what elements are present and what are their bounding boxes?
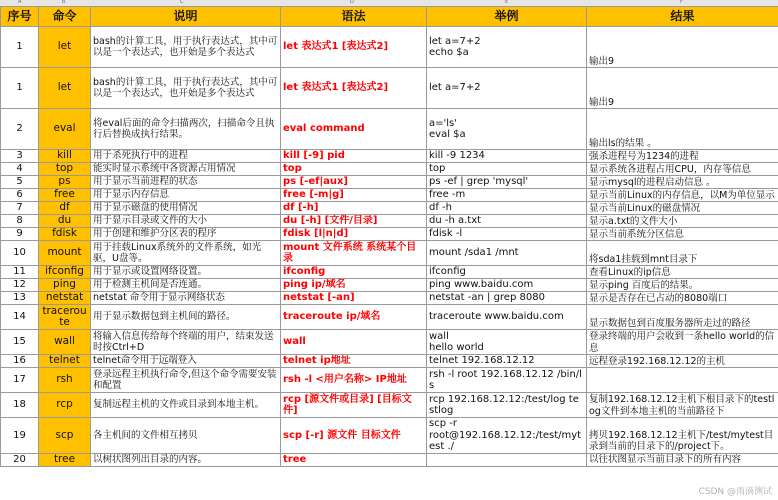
syntax-cell[interactable]: fdisk [l|n|d] (281, 228, 427, 241)
description-cell[interactable]: 用于显示数据包到主机间的路径。 (91, 305, 281, 330)
syntax-cell[interactable]: free [-m|g] (281, 189, 427, 202)
table-row (1, 266, 778, 279)
syntax-cell[interactable]: let 表达式1 [表达式2] (281, 68, 427, 109)
result-cell[interactable]: 显示数据包到百度服务器所走过的路径 (587, 305, 778, 330)
row-number-cell[interactable]: 15 (1, 330, 39, 355)
syntax-cell[interactable]: df [-h] (281, 202, 427, 215)
example-line: rcp 192.168.12.12:/test/log testlog (429, 393, 579, 416)
example-line: df -h (429, 202, 452, 214)
example-line: eval $a (429, 129, 466, 140)
row-number-cell[interactable]: 18 (1, 393, 39, 418)
column-letter: C (180, 0, 184, 5)
result-cell[interactable]: 复制192.168.12.12主机下根目录下的testlog文件到本地主机的当前路径下 (587, 393, 778, 418)
command-cell[interactable]: ifconfig (39, 266, 91, 279)
example-cell[interactable] (427, 176, 587, 189)
command-cell[interactable]: eval (39, 109, 91, 150)
example-cell[interactable] (427, 68, 587, 109)
example-cell[interactable] (427, 393, 587, 418)
result-cell[interactable]: 远程登录192.168.12.12的主机 (587, 355, 778, 368)
syntax-cell[interactable]: tree (281, 453, 427, 466)
row-number-cell[interactable]: 20 (1, 453, 39, 466)
syntax-cell[interactable]: rsh -l <用户名称> IP地址 (281, 368, 427, 393)
command-cell[interactable]: ps (39, 176, 91, 189)
table-row (1, 330, 778, 355)
description-cell[interactable]: 能实时显示系统中各资源占用情况 (91, 163, 281, 176)
example-cell[interactable] (427, 368, 587, 393)
table-row (1, 292, 778, 305)
table-row (1, 355, 778, 368)
syntax-cell[interactable]: ifconfig (281, 266, 427, 279)
row-number-cell[interactable]: 4 (1, 163, 39, 176)
result-cell[interactable]: 查看Linux的ip信息 (587, 266, 778, 279)
row-number-cell[interactable]: 11 (1, 266, 39, 279)
result-cell[interactable]: 输出9 (587, 27, 778, 68)
row-number-cell[interactable]: 8 (1, 215, 39, 228)
example-cell[interactable] (427, 418, 587, 454)
description-cell[interactable]: 登录远程主机执行命令,但这个命令需要安装和配置 (91, 368, 281, 393)
example-line: mount /sda1 /mnt (429, 247, 519, 259)
description-cell[interactable]: 用于显示或设置网络设置。 (91, 266, 281, 279)
command-cell[interactable]: tree (39, 453, 91, 466)
table-row (1, 27, 778, 68)
column-letter: F (680, 0, 683, 5)
table-row (1, 241, 778, 266)
result-cell[interactable]: 显示当前Linux的磁盘情况 (587, 202, 778, 215)
command-cell[interactable]: du (39, 215, 91, 228)
table-row (1, 189, 778, 202)
example-line: echo $a (429, 47, 469, 58)
example-line: du -h a.txt (429, 215, 482, 227)
syntax-cell[interactable]: kill [-9] pid (281, 150, 427, 163)
table-row (1, 202, 778, 215)
example-line: top (429, 163, 446, 175)
example-line: kill -9 1234 (429, 150, 485, 162)
example-cell[interactable] (427, 189, 587, 202)
row-number-cell[interactable]: 10 (1, 241, 39, 266)
command-cell[interactable]: rsh (39, 368, 91, 393)
example-line: rsh -l root 192.168.12.12 /bin/ls (429, 368, 582, 391)
syntax-cell[interactable]: traceroute ip/域名 (281, 305, 427, 330)
row-number-cell[interactable]: 5 (1, 176, 39, 189)
header-row (1, 7, 778, 27)
example-cell[interactable] (427, 150, 587, 163)
row-number-cell[interactable]: 1 (1, 27, 39, 68)
example-cell[interactable] (427, 163, 587, 176)
column-letter: E (505, 0, 509, 5)
command-cell[interactable]: let (39, 27, 91, 68)
example-cell[interactable] (427, 292, 587, 305)
result-cell[interactable]: 显示系统各进程占用CPU，内存等信息 (587, 163, 778, 176)
command-cell[interactable]: fdisk (39, 228, 91, 241)
example-line: wall (429, 330, 449, 342)
description-cell[interactable]: 将输入信息传给每个终端的用户，结束发送时按Ctrl+D (91, 330, 281, 355)
description-cell[interactable]: 复制远程主机的文件或目录到本地主机。 (91, 393, 281, 418)
row-number-cell[interactable]: 2 (1, 109, 39, 150)
watermark: CSDN @雨滴测试 (698, 487, 772, 497)
syntax-cell[interactable]: top (281, 163, 427, 176)
row-number-cell[interactable]: 14 (1, 305, 39, 330)
table-row (1, 176, 778, 189)
command-cell[interactable]: telnet (39, 355, 91, 368)
result-cell[interactable]: 显示是否存在已占动的8080端口 (587, 292, 778, 305)
result-cell[interactable]: 登录终端的用户会收到一条hello world的信息 (587, 330, 778, 355)
syntax-cell[interactable]: telnet ip地址 (281, 355, 427, 368)
description-cell[interactable]: 用于显示当前进程的状态 (91, 176, 281, 189)
command-cell[interactable]: free (39, 189, 91, 202)
table-row (1, 305, 778, 330)
example-line: traceroute www.baidu.com (429, 311, 564, 323)
result-cell[interactable]: 拷贝192.168.12.12主机下/test/mytest目录到当前的目录下的/project下。 (587, 418, 778, 454)
description-cell[interactable]: netstat 命令用于显示网络状态 (91, 292, 281, 305)
description-cell[interactable]: 用于显示内存信息 (91, 189, 281, 202)
row-number-cell[interactable]: 17 (1, 368, 39, 393)
result-cell[interactable]: 显示当前Linux的内存信息，以M为单位显示 (587, 189, 778, 202)
example-line (429, 454, 584, 466)
row-number-cell[interactable]: 1 (1, 68, 39, 109)
row-number-cell[interactable]: 7 (1, 202, 39, 215)
syntax-cell[interactable]: ping ip/域名 (281, 279, 427, 292)
example-cell[interactable] (427, 330, 587, 355)
header-cell[interactable]: 语法 (281, 7, 427, 27)
command-cell[interactable]: wall (39, 330, 91, 355)
syntax-cell[interactable]: du [-h] [文件/目录] (281, 215, 427, 228)
example-line: fdisk -l (429, 228, 463, 240)
description-cell[interactable]: bash的计算工具，用于执行表达式，其中可以是一个表达式，也开始是多个表达式 (91, 68, 281, 109)
command-cell[interactable]: traceroute (39, 305, 91, 330)
example-line: let a=7+2 (429, 35, 481, 47)
description-cell[interactable]: 用于杀死执行中的进程 (91, 150, 281, 163)
syntax-cell[interactable]: netstat [-an] (281, 292, 427, 305)
example-line: netstat -an | grep 8080 (429, 292, 545, 304)
table-row (1, 228, 778, 241)
description-cell[interactable]: 用于检测主机间是否连通。 (91, 279, 281, 292)
command-cell[interactable]: ping (39, 279, 91, 292)
row-number-cell[interactable]: 9 (1, 228, 39, 241)
command-cell[interactable]: scp (39, 418, 91, 454)
row-number-cell[interactable]: 12 (1, 279, 39, 292)
table-row (1, 453, 778, 466)
commands-table (0, 6, 778, 467)
example-cell[interactable] (427, 266, 587, 279)
command-cell[interactable]: rcp (39, 393, 91, 418)
command-cell[interactable]: let (39, 68, 91, 109)
header-cell[interactable]: 说明 (91, 7, 281, 27)
syntax-cell[interactable]: wall (281, 330, 427, 355)
example-cell[interactable] (427, 355, 587, 368)
syntax-cell[interactable]: scp [-r] 源文件 目标文件 (281, 418, 427, 454)
header-cell[interactable]: 序号 (1, 7, 39, 27)
result-cell[interactable]: 显示当前系统分区信息 (587, 228, 778, 241)
example-cell[interactable] (427, 109, 587, 150)
description-cell[interactable]: 以树状图列出目录的内容。 (91, 453, 281, 466)
result-cell[interactable]: 显示mysql的进程启动信息 。 (587, 176, 778, 189)
description-cell[interactable]: telnet命令用于远端登入 (91, 355, 281, 368)
header-cell[interactable]: 结果 (587, 7, 778, 27)
syntax-cell[interactable]: ps [-ef|aux] (281, 176, 427, 189)
description-cell[interactable]: 将eval后面的命令扫描两次，扫描命令且执行后替换成执行结果。 (91, 109, 281, 150)
table-row (1, 368, 778, 393)
example-line: telnet 192.168.12.12 (429, 355, 535, 367)
command-cell[interactable]: top (39, 163, 91, 176)
result-cell[interactable]: 显示a.txt的文件大小 (587, 215, 778, 228)
header-cell[interactable]: 举例 (427, 7, 587, 27)
description-cell[interactable]: 用于显示磁盘的使用情况 (91, 202, 281, 215)
syntax-cell[interactable]: eval command (281, 109, 427, 150)
description-cell[interactable]: 用于显示目录或文件的大小 (91, 215, 281, 228)
example-line: let a=7+2 (429, 82, 481, 94)
syntax-cell[interactable]: mount 文件系统 系统某个目录 (281, 241, 427, 266)
table-row (1, 393, 778, 418)
result-cell[interactable]: 输出ls的结果 。 (587, 109, 778, 150)
table-row (1, 150, 778, 163)
command-cell[interactable]: netstat (39, 292, 91, 305)
row-number-cell[interactable]: 19 (1, 418, 39, 454)
syntax-cell[interactable]: let 表达式1 [表达式2] (281, 27, 427, 68)
example-line: ping www.baidu.com (429, 279, 534, 291)
column-letter: B (62, 0, 66, 5)
row-number-cell[interactable]: 16 (1, 355, 39, 368)
column-letter: A (18, 0, 22, 5)
description-cell[interactable]: 用于创建和维护分区表的程序 (91, 228, 281, 241)
example-cell[interactable] (427, 202, 587, 215)
example-cell[interactable] (427, 305, 587, 330)
description-cell[interactable]: 用于挂载Linux系统外的文件系统，如光驱，U盘等。 (91, 241, 281, 266)
result-cell[interactable]: 强杀进程号为1234的进程 (587, 150, 778, 163)
example-line: root@192.168.12.12:/test/mytest ./ (429, 429, 582, 452)
result-cell[interactable]: 将sda1挂载到mnt目录下 (587, 241, 778, 266)
description-cell[interactable]: bash的计算工具，用于执行表达式，其中可以是一个表达式，也开始是多个表达式 (91, 27, 281, 68)
example-cell[interactable] (427, 279, 587, 292)
result-cell[interactable]: 以往状图显示当前目录下的所有内容 (587, 453, 778, 466)
table-row (1, 163, 778, 176)
example-line: ifconfig (429, 266, 466, 278)
column-letter: D (350, 0, 354, 5)
result-cell[interactable]: 输出9 (587, 68, 778, 109)
row-number-cell[interactable]: 3 (1, 150, 39, 163)
command-cell[interactable]: mount (39, 241, 91, 266)
example-cell[interactable] (427, 241, 587, 266)
example-line: a='ls' (429, 117, 457, 129)
example-cell[interactable] (427, 228, 587, 241)
table-row (1, 418, 778, 454)
command-cell[interactable]: kill (39, 150, 91, 163)
table-row (1, 109, 778, 150)
description-cell[interactable]: 各主机间的文件相互拷贝 (91, 418, 281, 454)
example-cell[interactable] (427, 27, 587, 68)
table-row (1, 279, 778, 292)
syntax-cell[interactable]: rcp [源文件或目录] [目标文件] (281, 393, 427, 418)
result-cell[interactable] (587, 368, 778, 393)
example-line: scp -r (429, 418, 457, 429)
row-number-cell[interactable]: 13 (1, 292, 39, 305)
example-line: hello world (429, 342, 484, 353)
example-line: ps -ef | grep 'mysql' (429, 176, 529, 188)
table-row (1, 68, 778, 109)
command-cell[interactable]: df (39, 202, 91, 215)
example-cell[interactable] (427, 215, 587, 228)
header-cell[interactable]: 命令 (39, 7, 91, 27)
row-number-cell[interactable]: 6 (1, 189, 39, 202)
result-cell[interactable]: 显示ping 百度后的结果。 (587, 279, 778, 292)
example-cell[interactable] (427, 453, 587, 466)
example-line: free -m (429, 189, 466, 201)
table-row (1, 215, 778, 228)
